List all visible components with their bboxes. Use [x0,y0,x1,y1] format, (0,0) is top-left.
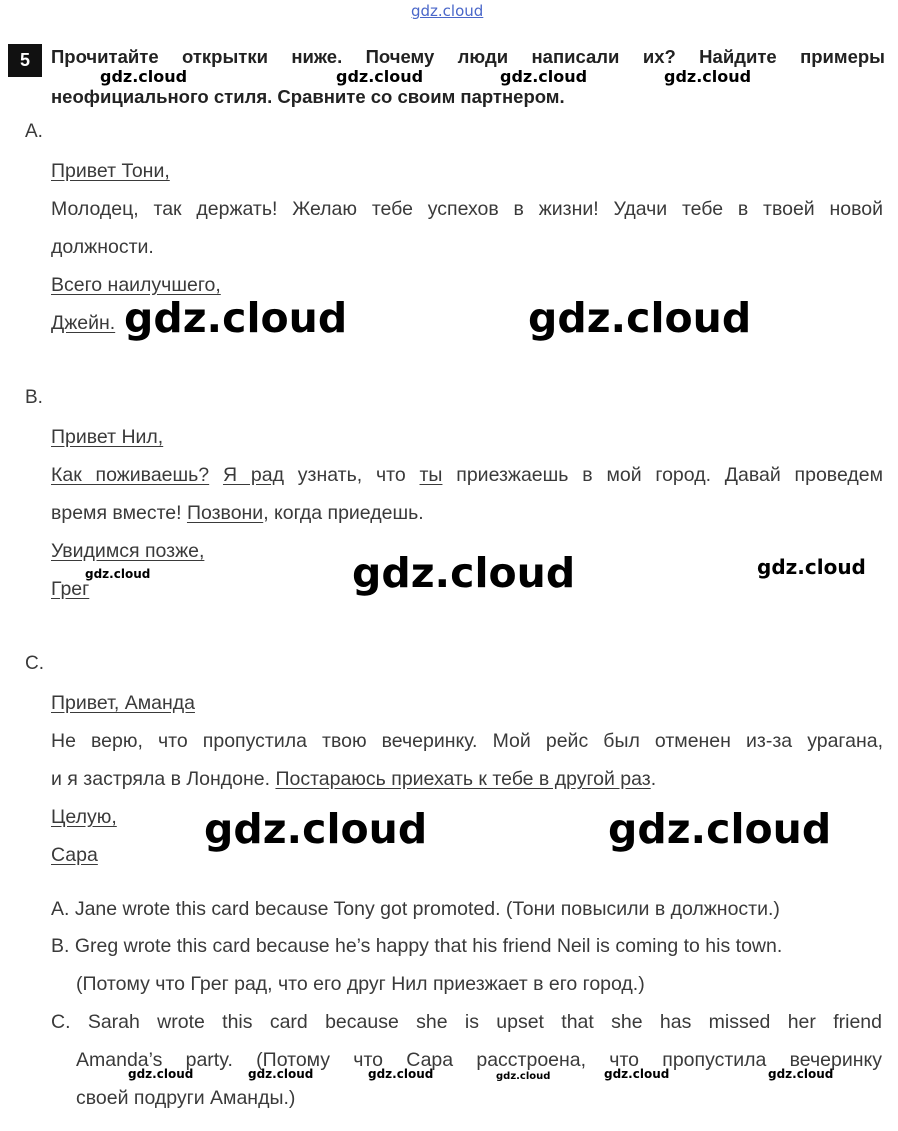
card-a-greeting [51,159,883,183]
answer-c-line-3: своей подруги Аманды.) [76,1087,296,1109]
card-b-greeting [51,425,883,449]
watermark: gdz.cloud [100,67,188,86]
card-b-text: узнать, что [283,464,420,486]
watermark: gdz.cloud [85,567,151,581]
watermark: gdz.cloud [768,1067,834,1081]
card-b-text: , когда приедешь. [263,502,424,524]
watermark: gdz.cloud [604,1067,670,1081]
card-c-signature-text: Сара [51,844,98,866]
watermark: gdz.cloud [248,1067,314,1081]
card-c-greeting [51,691,883,715]
card-c-letter: C. [25,653,44,674]
watermark-large: gdz.cloud [124,294,348,342]
card-b-body-line-1 [51,463,883,487]
watermark-large: gdz.cloud [352,549,576,597]
card-c-greeting-text: Привет, Аманда [51,692,195,714]
card-b-letter: B. [25,387,43,408]
watermark: gdz.cloud [664,67,752,86]
card-a-closing-text: Всего наилучшего, [51,274,221,296]
watermark-large: gdz.cloud [608,805,832,853]
answer-b-line-2: (Потому что Грег рад, что его друг Нил приезжает в его город.) [76,973,645,995]
card-b-text: приезжаешь в мой город. Давай проведем [442,464,883,486]
watermark: gdz.cloud [336,67,424,86]
watermark: gdz.cloud [757,555,866,579]
card-c-text: . [650,768,657,790]
card-a-signature-text: Джейн. [51,312,116,334]
card-b-text: время вместе! [51,502,187,524]
instruction-line-1: Прочитайте открытки ниже. Почему люди написали их? Найдите примеры [51,46,885,67]
card-b-greeting-text: Привет Нил, [51,426,164,448]
card-a-letter: A. [25,121,43,142]
card-a-body-line-1: Молодец, так держать! Желаю тебе успехов в жизни! Удачи тебе в твоей новой [51,198,883,220]
instruction-line-2: неофициального стиля. Сравните со своим партнером. [51,86,565,107]
answer-c-line-1: C. Sarah wrote this card because she is upset that she has missed her friend [51,1011,882,1033]
card-b-body-line-2 [51,501,883,525]
card-c-closing-text: Целую, [51,806,117,828]
card-c-body-line-1: Не верю, что пропустила твою вечеринку. Мой рейс был отменен из-за урагана, [51,730,883,752]
card-b-signature-text: Грег [51,578,90,600]
watermark: gdz.cloud [128,1067,194,1081]
watermark: gdz.cloud [496,1071,551,1082]
card-b-phrase-how-are-you: Как поживаешь? [51,464,210,486]
answer-a: A. Jane wrote this card because Tony got promoted. (Тони повысили в должности.) [51,898,780,920]
watermark-large: gdz.cloud [204,805,428,853]
card-a-body-line-2: должности. [51,236,154,258]
watermark-large: gdz.cloud [528,294,752,342]
exercise-number-badge: 5 [8,44,42,77]
card-a-greeting-text: Привет Тони, [51,160,170,182]
watermark: gdz.cloud [368,1067,434,1081]
card-b-phrase-you: ты [419,464,443,486]
card-c-body-line-2 [51,767,883,791]
answer-c-line-2: Amanda’s party. (Потому что Сара расстроена, что пропустила вечеринку [76,1049,882,1071]
card-c-text: и я застряла в Лондоне. [51,768,276,790]
card-b-phrase-glad: Я рад [222,464,284,486]
card-b-phrase-call: Позвони [186,502,264,524]
card-b-closing-text: Увидимся позже, [51,540,205,562]
answer-b-line-1: B. Greg wrote this card because he’s happy that his friend Neil is coming to his town. [51,935,783,957]
watermark: gdz.cloud [500,67,588,86]
watermark-top[interactable]: gdz.cloud [411,2,484,20]
card-c-phrase-next-time: Постараюсь приехать к тебе в другой раз [275,768,651,790]
